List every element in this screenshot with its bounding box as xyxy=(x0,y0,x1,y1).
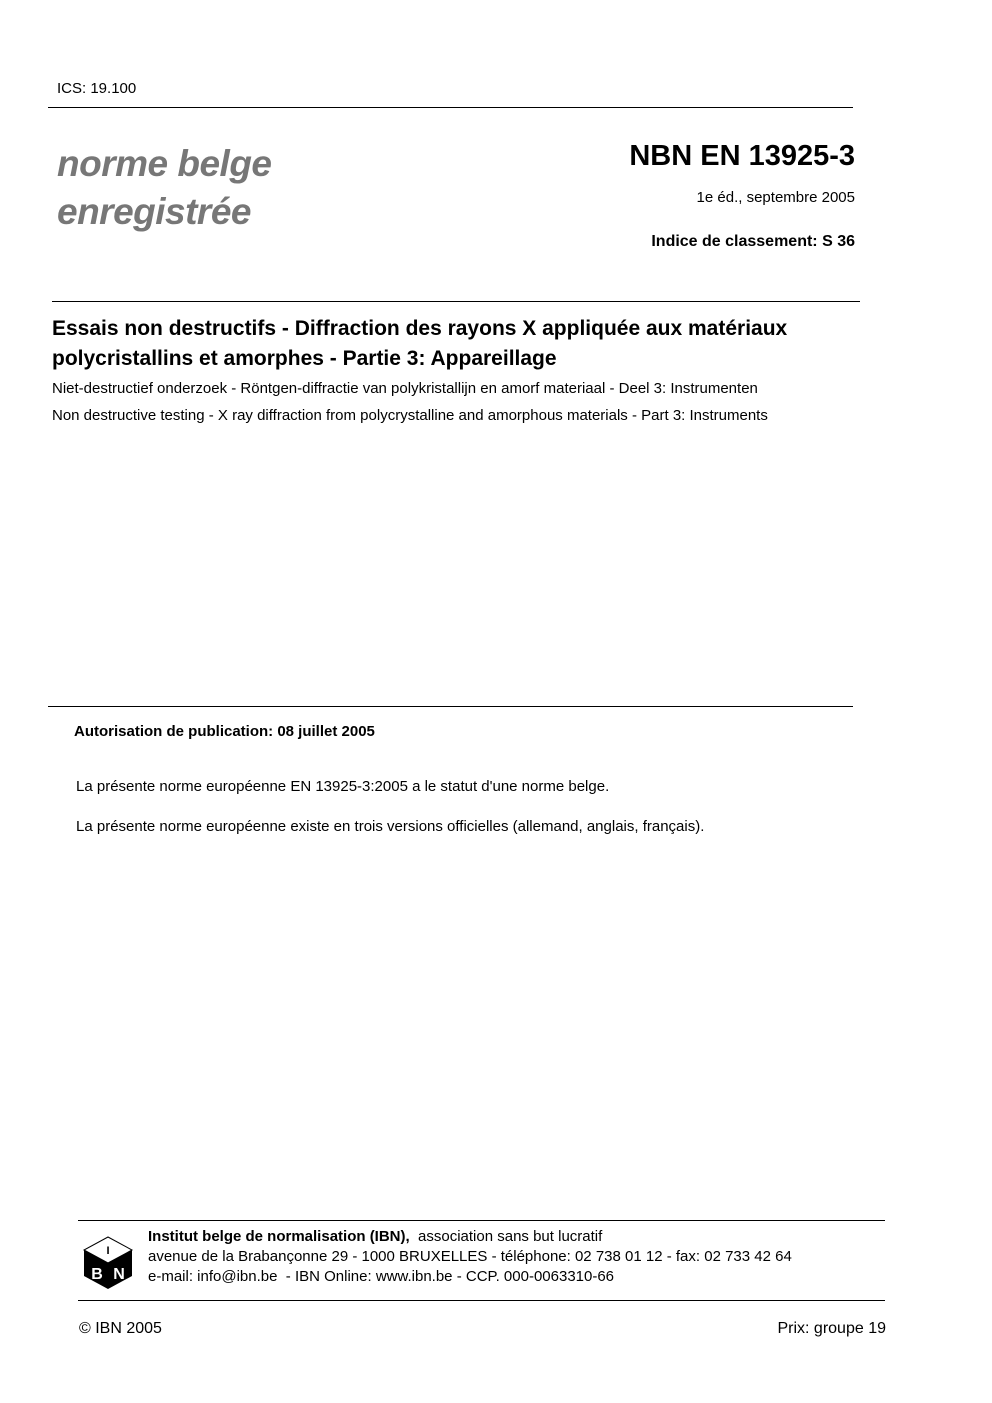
svg-text:B: B xyxy=(91,1266,103,1283)
header-divider xyxy=(48,107,853,108)
edition-date: 1e éd., septembre 2005 xyxy=(696,189,855,206)
institute-address: avenue de la Brabançonne 29 - 1000 BRUXELLES - téléphone: 02 738 01 12 - fax: 02 733 42 64 xyxy=(148,1248,792,1265)
ibn-logo xyxy=(80,1235,136,1291)
copyright: © IBN 2005 xyxy=(79,1320,162,1337)
brand-line-2: enregistrée xyxy=(57,191,251,232)
brand-title xyxy=(57,140,272,236)
footer-top-divider xyxy=(78,1220,885,1221)
institute-name-line xyxy=(148,1227,792,1247)
svg-text:I: I xyxy=(106,1245,110,1257)
title-dutch: Niet-destructief onderzoek - Röntgen-diffractie van polykristallijn en amorf materiaal - Deel 3: Instrumenten xyxy=(52,380,758,397)
svg-text:N: N xyxy=(113,1266,125,1283)
institute-type: association sans but lucratif xyxy=(418,1228,603,1245)
versions-paragraph: La présente norme européenne existe en trois versions officielles (allemand, anglais, français). xyxy=(76,818,705,835)
title-divider xyxy=(52,301,860,302)
standard-number: NBN EN 13925-3 xyxy=(629,140,855,172)
price-group: Prix: groupe 19 xyxy=(777,1320,886,1337)
brand-line-1: norme belge xyxy=(57,143,272,184)
institute-contact: e-mail: info@ibn.be - IBN Online: www.ibn.be - CCP. 000-0063310-66 xyxy=(148,1268,615,1285)
classification-index: Indice de classement: S 36 xyxy=(651,233,855,250)
title-french: Essais non destructifs - Diffraction des rayons X appliquée aux matériaux polycristallins et amorphes - Partie 3: Appareillage xyxy=(52,317,788,370)
body-divider xyxy=(48,706,853,707)
footer-bottom-divider xyxy=(78,1300,885,1301)
ics-code: ICS: 19.100 xyxy=(57,80,137,97)
institute-info xyxy=(148,1227,792,1287)
institute-name: Institut belge de normalisation (IBN), xyxy=(148,1228,410,1245)
title-english: Non destructive testing - X ray diffraction from polycrystalline and amorphous materials - Part 3: Instruments xyxy=(52,407,768,424)
status-paragraph: La présente norme européenne EN 13925-3:2005 a le statut d'une norme belge. xyxy=(76,778,610,795)
publication-authorisation: Autorisation de publication: 08 juillet 2005 xyxy=(74,723,375,740)
